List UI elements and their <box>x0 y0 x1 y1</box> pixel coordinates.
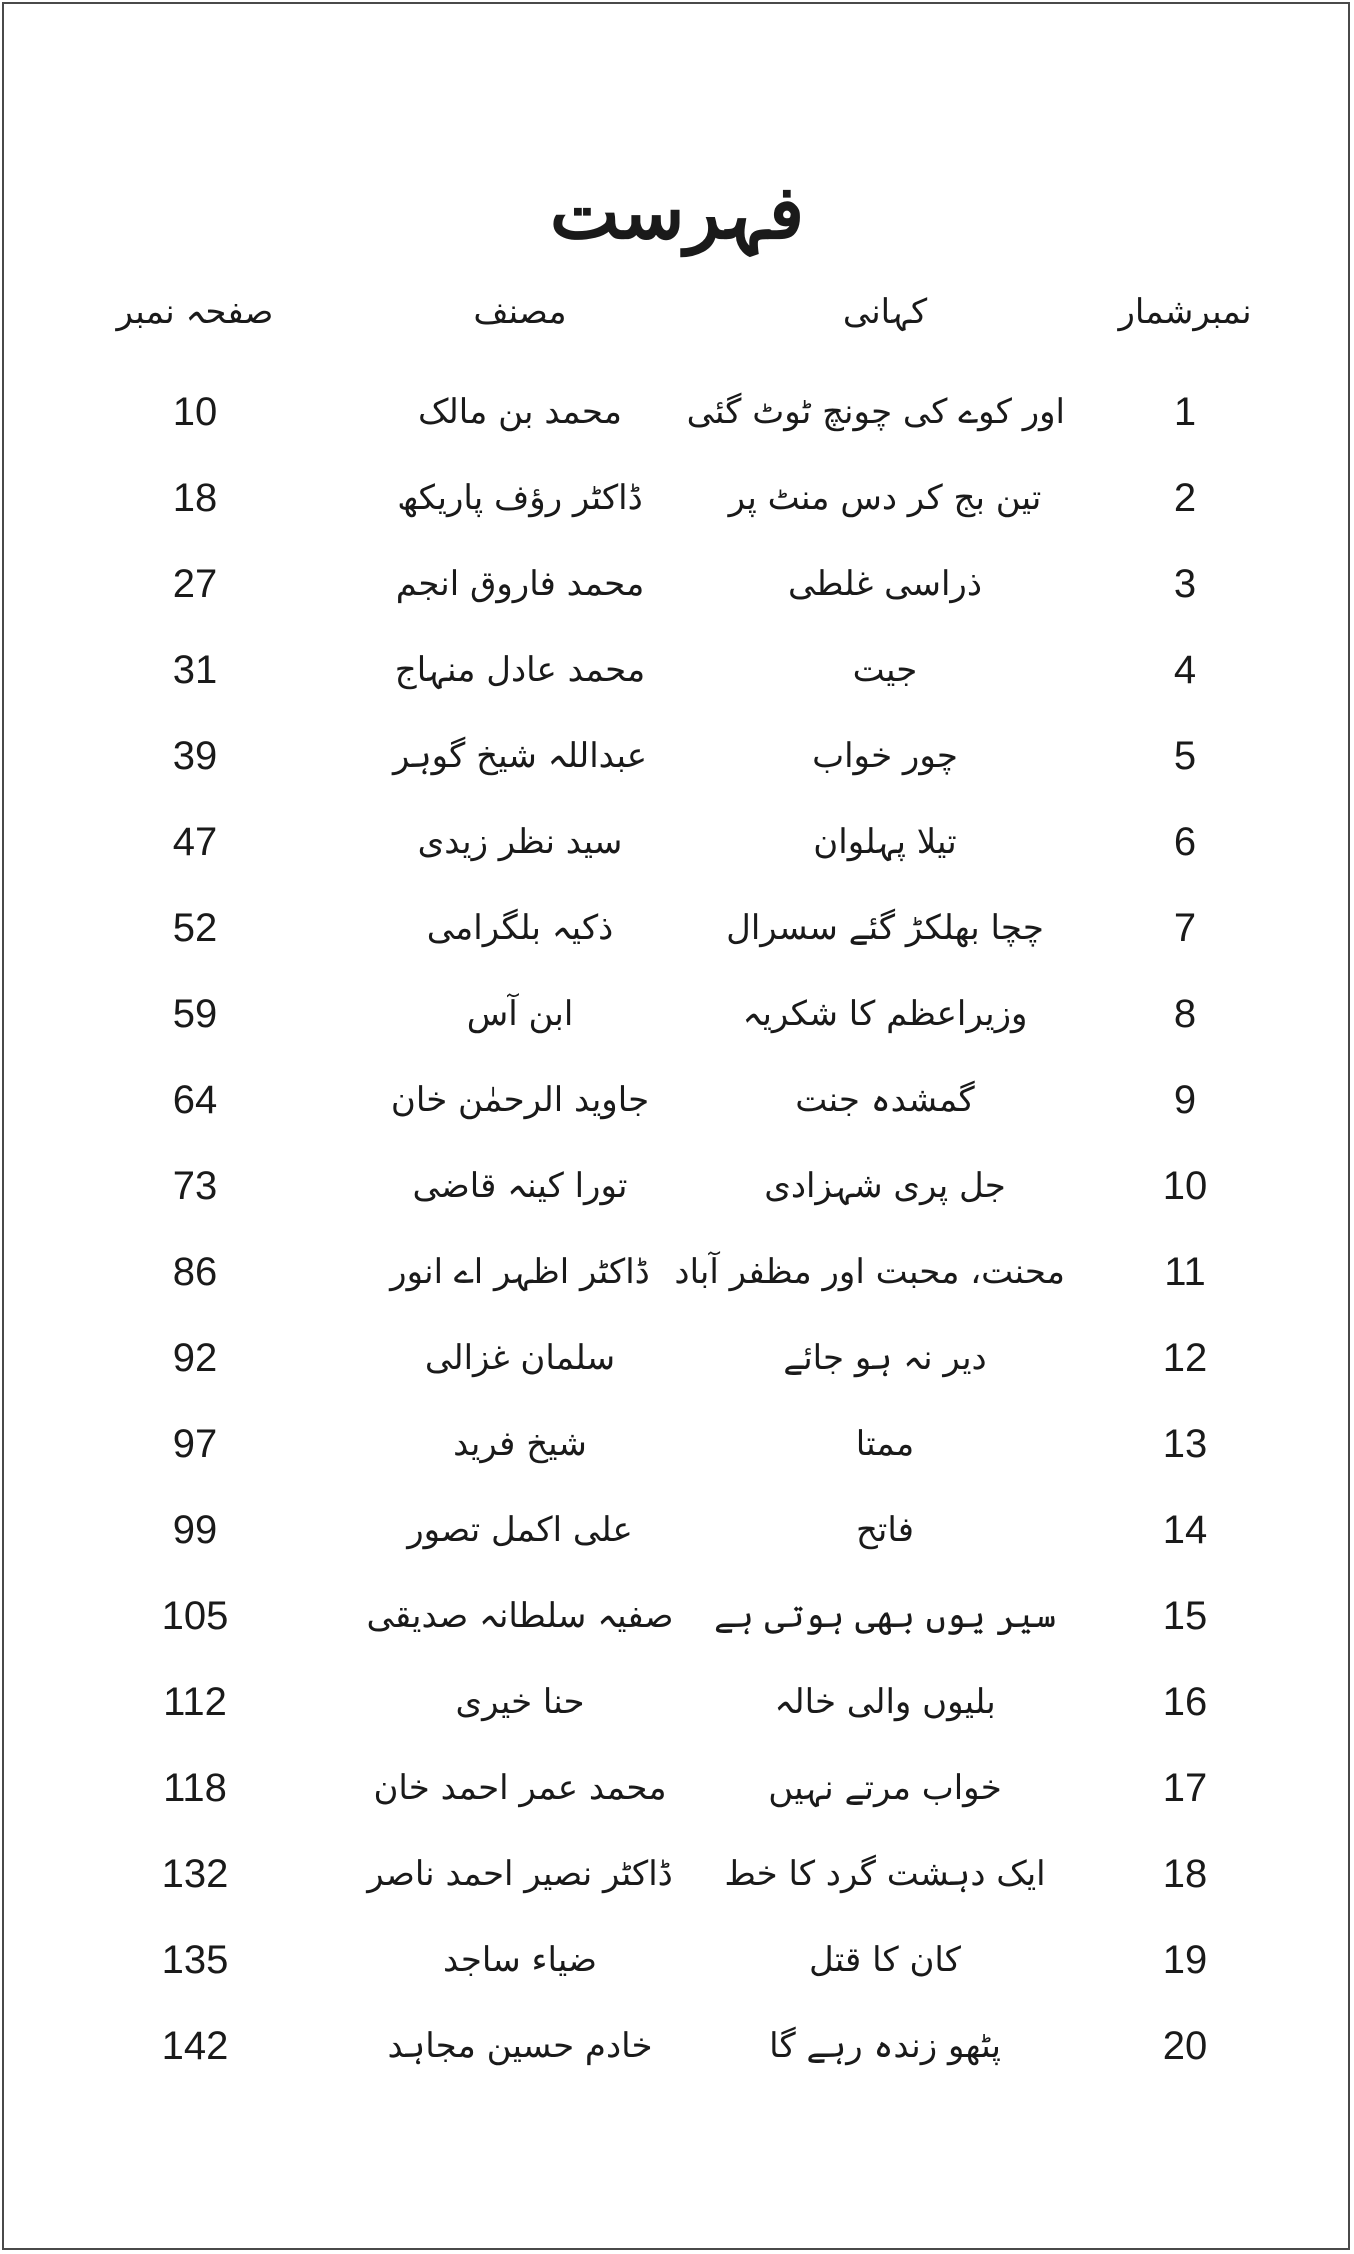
author-name: تورا کینہ قاضی <box>412 1166 628 1206</box>
author-name: خادم حسین مجاہد <box>387 2026 653 2066</box>
page-number: 59 <box>172 992 218 1036</box>
author-name: ڈاکٹر رؤف پاریکھ <box>397 478 643 518</box>
page-number: 112 <box>163 1680 227 1724</box>
serial-number: 19 <box>1162 1938 1208 1982</box>
story-title: ممتا <box>855 1424 915 1464</box>
header-author: مصنف <box>473 292 567 332</box>
table-row <box>0 1586 1354 1646</box>
story-title: سیر یوں بھی ہوتی ہے <box>713 1596 1057 1636</box>
page-number: 52 <box>172 906 218 950</box>
author-name: عبداللہ شیخ گوہر <box>392 736 648 776</box>
author-name: محمد عمر احمد خان <box>373 1768 667 1808</box>
serial-number: 18 <box>1162 1852 1208 1896</box>
author-name: ذکیہ بلگرامی <box>426 908 614 948</box>
story-title: جیت <box>852 650 918 690</box>
serial-number: 13 <box>1162 1422 1208 1466</box>
table-row <box>0 1414 1354 1474</box>
serial-number: 2 <box>1173 476 1197 520</box>
author-name: سلمان غزالی <box>424 1338 616 1378</box>
header-serial: نمبرشمار <box>1118 292 1252 332</box>
page-number: 92 <box>172 1336 218 1380</box>
page-number: 10 <box>172 390 218 434</box>
serial-number: 8 <box>1173 992 1197 1036</box>
table-row <box>0 382 1354 442</box>
story-title: ذراسی غلطی <box>788 564 982 604</box>
table-row <box>0 1758 1354 1818</box>
story-title: دیر نہ ہو جائے <box>783 1338 987 1378</box>
page-number: 99 <box>172 1508 218 1552</box>
page-title: فہرست <box>549 170 805 256</box>
table-row <box>0 898 1354 958</box>
page-number: 86 <box>172 1250 218 1294</box>
serial-number: 1 <box>1173 390 1197 434</box>
page-number: 132 <box>161 1852 229 1896</box>
serial-number: 15 <box>1162 1594 1208 1638</box>
table-row <box>0 468 1354 528</box>
serial-number: 7 <box>1173 906 1197 950</box>
page-number: 73 <box>172 1164 218 1208</box>
serial-number: 4 <box>1173 648 1197 692</box>
page-number: 142 <box>161 2024 229 2068</box>
serial-number: 16 <box>1162 1680 1208 1724</box>
story-title: تین بج کر دس منٹ پر <box>728 478 1042 518</box>
story-title: وزیراعظم کا شکریہ <box>742 994 1028 1034</box>
table-row <box>0 1328 1354 1388</box>
page-number: 18 <box>172 476 218 520</box>
header-story: کہانی <box>842 292 928 332</box>
story-title: تیلا پہلوان <box>813 822 957 862</box>
story-title: خواب مرتے نہیں <box>768 1768 1002 1808</box>
page-number: 97 <box>172 1422 218 1466</box>
story-title: گمشدہ جنت <box>795 1080 975 1120</box>
story-title: چچا بھلکڑ گئے سسرال <box>726 908 1044 948</box>
page-number: 31 <box>172 648 218 692</box>
author-name: حنا خیری <box>455 1682 585 1722</box>
author-name: جاوید الرحمٰن خان <box>390 1080 650 1120</box>
author-name: علی اکمل تصور <box>407 1510 633 1550</box>
serial-number: 10 <box>1162 1164 1208 1208</box>
author-name: شیخ فرید <box>453 1424 587 1464</box>
story-title: اور کوے کی چونچ ٹوٹ گئی <box>686 392 1065 432</box>
author-name: ضیاء ساجد <box>443 1940 597 1980</box>
serial-number: 3 <box>1173 562 1197 606</box>
author-name: ڈاکٹر اظہر اے انور <box>390 1252 650 1292</box>
serial-number: 12 <box>1162 1336 1208 1380</box>
author-name: محمد عادل منہاج <box>394 650 646 690</box>
story-title: بلیوں والی خالہ <box>774 1682 996 1722</box>
table-row <box>0 984 1354 1044</box>
serial-number: 11 <box>1164 1250 1206 1294</box>
table-row <box>0 812 1354 872</box>
author-name: ڈاکٹر نصیر احمد ناصر <box>367 1854 673 1894</box>
author-name: سید نظر زیدی <box>417 822 623 862</box>
story-title: چور خواب <box>812 736 958 776</box>
page-number: 39 <box>172 734 218 778</box>
serial-number: 5 <box>1173 734 1197 778</box>
serial-number: 9 <box>1173 1078 1197 1122</box>
table-row <box>0 1844 1354 1904</box>
author-name: محمد بن مالک <box>418 392 622 432</box>
page-number: 118 <box>163 1766 227 1810</box>
table-row <box>0 640 1354 700</box>
author-name: محمد فاروق انجم <box>395 564 645 604</box>
table-header <box>0 282 1354 342</box>
story-title: پٹھو زندہ رہے گا <box>769 2026 1001 2066</box>
serial-number: 6 <box>1173 820 1197 864</box>
author-name: ابن آس <box>466 994 574 1034</box>
table-row <box>0 1930 1354 1990</box>
table-row <box>0 1672 1354 1732</box>
table-row <box>0 554 1354 614</box>
story-title: کان کا قتل <box>809 1940 961 1980</box>
page-number: 47 <box>172 820 218 864</box>
story-title: جل پری شہزادی <box>764 1166 1006 1206</box>
page-number: 135 <box>161 1938 229 1982</box>
page-number: 64 <box>172 1078 218 1122</box>
page-number: 105 <box>161 1594 229 1638</box>
table-row <box>0 1500 1354 1560</box>
table-row <box>0 1156 1354 1216</box>
table-row <box>0 1070 1354 1130</box>
story-title: فاتح <box>855 1510 915 1550</box>
table-row <box>0 726 1354 786</box>
header-page: صفحہ نمبر <box>116 292 274 332</box>
serial-number: 14 <box>1162 1508 1208 1552</box>
table-row <box>0 1242 1354 1302</box>
author-name: صفیہ سلطانہ صدیقی <box>366 1596 674 1636</box>
page-number: 27 <box>172 562 218 606</box>
story-title: محنت، محبت اور مظفر آباد <box>674 1252 1065 1292</box>
serial-number: 20 <box>1162 2024 1208 2068</box>
story-title: ایک دہشت گرد کا خط <box>724 1854 1046 1894</box>
serial-number: 17 <box>1162 1766 1208 1810</box>
table-row <box>0 2016 1354 2076</box>
